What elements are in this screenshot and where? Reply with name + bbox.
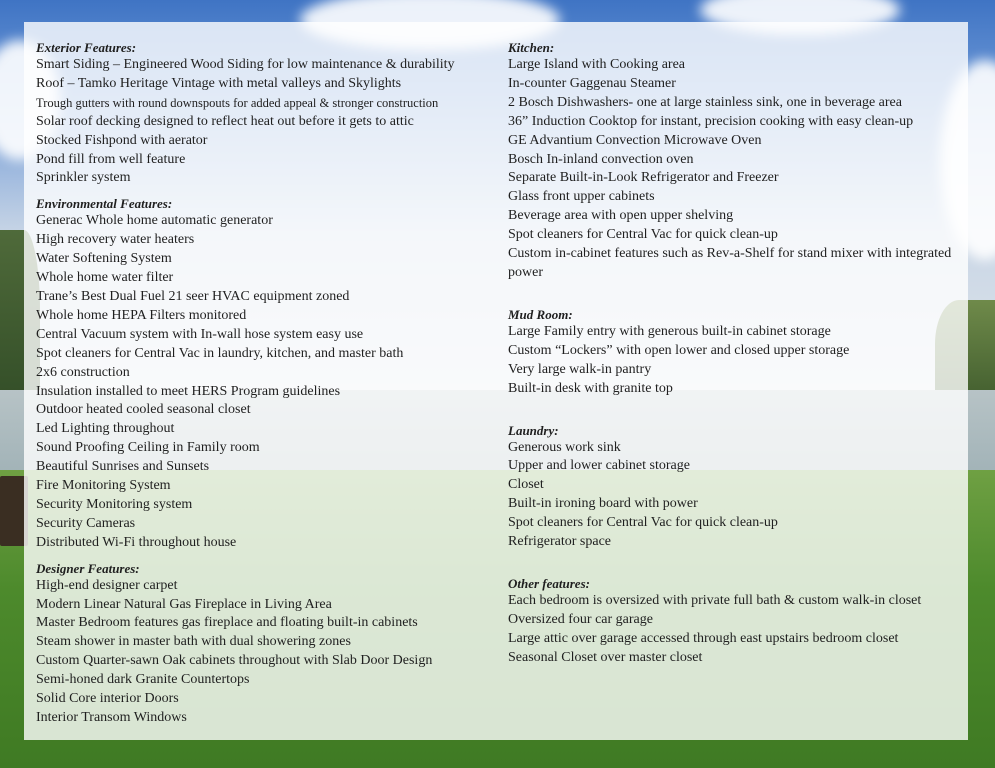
- list-item: High recovery water heaters: [36, 232, 195, 248]
- list-item: Bosch In-inland convection oven: [508, 151, 694, 167]
- environmental-heading: Environmental Features:: [36, 196, 173, 212]
- list-item: In-counter Gaggenau Steamer: [508, 75, 676, 91]
- list-item: Sprinkler system: [36, 170, 131, 186]
- list-item: Whole home HEPA Filters monitored: [36, 307, 247, 323]
- list-item: Trough gutters with round downspouts for added appeal & stronger construction: [36, 95, 439, 110]
- list-item: Modern Linear Natural Gas Fireplace in Living Area: [36, 596, 332, 612]
- list-item: Very large walk-in pantry: [508, 361, 652, 377]
- list-item: High-end designer carpet: [36, 577, 178, 593]
- list-item: Security Monitoring system: [36, 496, 193, 512]
- list-item: Steam shower in master bath with dual showering zones: [36, 634, 351, 650]
- list-item: Outdoor heated cooled seasonal closet: [36, 402, 251, 418]
- list-item: Insulation installed to meet HERS Program guidelines: [36, 383, 341, 399]
- list-item: Large Island with Cooking area: [508, 57, 686, 72]
- list-item: Oversized four car garage: [508, 611, 653, 627]
- exterior-list: [36, 56, 502, 188]
- list-item: Glass front upper cabinets: [508, 189, 655, 205]
- list-item: Whole home water filter: [36, 270, 174, 286]
- other-heading: Other features:: [508, 575, 590, 591]
- list-item: 2x6 construction: [36, 364, 130, 380]
- list-item: Seasonal Closet over master closet: [508, 649, 703, 665]
- list-item: Built-in ironing board with power: [508, 496, 698, 512]
- right-column: [508, 36, 964, 668]
- list-item: Custom “Lockers” with open lower and closed upper storage: [508, 342, 850, 358]
- list-item: Solid Core interior Doors: [36, 691, 179, 707]
- left-column: [36, 36, 502, 728]
- list-item: Each bedroom is oversized with private full bath & custom walk-in closet: [508, 592, 922, 608]
- list-item: Central Vacuum system with In-wall hose system easy use: [36, 326, 364, 342]
- list-item: Large Family entry with generous built-in cabinet storage: [508, 323, 831, 339]
- list-item: Refrigerator space: [508, 534, 611, 550]
- list-item: Semi-honed dark Granite Countertops: [36, 672, 250, 688]
- list-item: Stocked Fishpond with aerator: [36, 132, 208, 148]
- list-item: GE Advantium Convection Microwave Oven: [508, 132, 762, 148]
- list-item: Smart Siding – Engineered Wood Siding for low maintenance & durability: [36, 57, 455, 72]
- laundry-heading: Laundry:: [508, 422, 559, 438]
- features-panel: [24, 22, 968, 740]
- list-item: Generous work sink: [508, 439, 621, 455]
- list-item: Trane’s Best Dual Fuel 21 seer HVAC equipment zoned: [36, 288, 350, 304]
- list-item: Closet: [508, 477, 544, 493]
- list-item: Sound Proofing Ceiling in Family room: [36, 440, 260, 456]
- designer-list: [36, 577, 502, 728]
- list-item: Custom Quarter-sawn Oak cabinets throughout with Slab Door Design: [36, 653, 433, 669]
- list-item: Separate Built-in-Look Refrigerator and Freezer: [508, 170, 779, 186]
- list-item: Solar roof decking designed to reflect heat out before it gets to attic: [36, 113, 414, 129]
- list-item: Distributed Wi-Fi throughout house: [36, 534, 237, 550]
- list-item: 2 Bosch Dishwashers- one at large stainless sink, one in beverage area: [508, 94, 902, 110]
- list-item: Built-in desk with granite top: [508, 380, 673, 396]
- list-item: 36” Induction Cooktop for instant, precision cooking with easy clean-up: [508, 113, 914, 129]
- list-item: Upper and lower cabinet storage: [508, 458, 690, 474]
- list-item: Spot cleaners for Central Vac for quick clean-up: [508, 227, 778, 243]
- mudroom-list: [508, 323, 964, 399]
- kitchen-list: [508, 56, 964, 283]
- list-item: Roof – Tamko Heritage Vintage with metal valleys and Skylights: [36, 75, 402, 91]
- other-list: [508, 592, 964, 668]
- list-item: Spot cleaners for Central Vac in laundry, kitchen, and master bath: [36, 345, 404, 361]
- list-item: Interior Transom Windows: [36, 710, 187, 725]
- list-item: Large attic over garage accessed through east upstairs bedroom closet: [508, 630, 899, 646]
- list-item: Generac Whole home automatic generator: [36, 213, 273, 229]
- laundry-list: [508, 439, 964, 552]
- list-item: Led Lighting throughout: [36, 421, 175, 437]
- list-item: Water Softening System: [36, 251, 172, 267]
- list-item: Beautiful Sunrises and Sunsets: [36, 459, 210, 475]
- list-item: Master Bedroom features gas fireplace and floating built-in cabinets: [36, 615, 418, 631]
- list-item: Beverage area with open upper shelving: [508, 208, 734, 224]
- list-item: Pond fill from well feature: [36, 151, 186, 167]
- designer-heading: Designer Features:: [36, 560, 140, 576]
- exterior-heading: Exterior Features:: [36, 40, 137, 55]
- list-item: Fire Monitoring System: [36, 478, 171, 494]
- list-item: Security Cameras: [36, 515, 136, 531]
- mudroom-heading: Mud Room:: [508, 306, 573, 322]
- kitchen-heading: Kitchen:: [508, 40, 555, 55]
- environmental-list: [36, 212, 502, 552]
- list-item: Spot cleaners for Central Vac for quick clean-up: [508, 515, 778, 531]
- list-item: Custom in-cabinet features such as Rev-a-Shelf for stand mixer with integrated power: [508, 246, 952, 280]
